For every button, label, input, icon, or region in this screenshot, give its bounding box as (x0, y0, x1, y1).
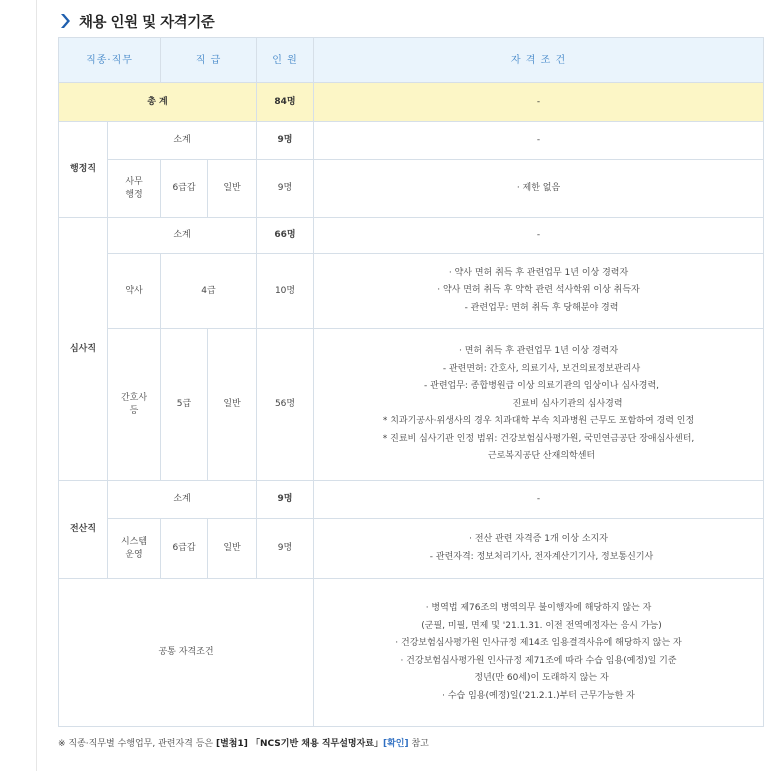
type-cell: 일반 (208, 329, 257, 481)
total-count: 84명 (257, 83, 314, 122)
req-cell: · 약사 면허 취득 후 관련업무 1년 이상 경력자 · 약사 면허 취득 후 약학 관련 석사학위 이상 취득자 - 관련업무: 면허 취득 후 당해분야 경력 (314, 254, 764, 329)
header-job: 직종·직무 (59, 38, 161, 83)
content-left-border (36, 0, 37, 771)
section-heading (58, 10, 214, 32)
subtotal-count: 9명 (257, 122, 314, 160)
table-row (59, 579, 764, 727)
grade-cell: 4급 (161, 254, 257, 329)
footnote: ※ 직종·직무별 수행업무, 관련자격 등은 [별첨1] 「NCS기반 채용 직무설명자료」[확인] 참고 (58, 739, 429, 749)
header-grade: 직 급 (161, 38, 257, 83)
group-admin: 행정직 (59, 122, 108, 218)
attachment-reference: [별첨1] 「NCS기반 채용 직무설명자료」 (215, 739, 383, 749)
table-row (59, 122, 764, 160)
table-row (59, 481, 764, 519)
section-title: 채용 인원 및 자격기준 (79, 14, 215, 31)
duty-cell: 약사 (108, 254, 161, 329)
count-cell: 9명 (257, 160, 314, 218)
subtotal-count: 66명 (257, 218, 314, 254)
table-row (59, 519, 764, 579)
chevron-right-icon (58, 13, 72, 29)
duty-cell: 간호사 등 (108, 329, 161, 481)
table-row (59, 218, 764, 254)
grade-cell: 6급갑 (161, 160, 208, 218)
duty-cell: 시스템 운영 (108, 519, 161, 579)
grade-cell: 6급갑 (161, 519, 208, 579)
total-req: - (314, 83, 764, 122)
total-row (59, 83, 764, 122)
table-header-row (59, 38, 764, 83)
group-review: 심사직 (59, 218, 108, 481)
table-row (59, 160, 764, 218)
grade-cell: 5급 (161, 329, 208, 481)
count-cell: 56명 (257, 329, 314, 481)
table-row (59, 254, 764, 329)
subtotal-count: 9명 (257, 481, 314, 519)
count-cell: 9명 (257, 519, 314, 579)
common-label: 공통 자격조건 (59, 579, 314, 727)
header-count: 인 원 (257, 38, 314, 83)
duty-cell: 사무 행정 (108, 160, 161, 218)
subtotal-label: 소계 (108, 481, 257, 519)
subtotal-req: - (314, 481, 764, 519)
subtotal-req: - (314, 218, 764, 254)
table-row (59, 329, 764, 481)
req-cell: · 병역법 제76조의 병역의무 불이행자에 해당하지 않는 자 (군필, 미필, 면제 및 '21.1.31. 이전 전역예정자는 응시 가능) · 건강보험심사평가원 인사규정 제14조 임용결격사유에 해당하지 않는 자 · 건강보험심사평가원 인사규정 제71조에 따라 수습 임용(예정)일 기준 정년(만 60세)이 도래하지 않는 자 · 수습 임용(예정)일('21.2.1.)부터 근무가능한 자 (314, 579, 764, 727)
subtotal-label: 소계 (108, 218, 257, 254)
header-requirements: 자 격 조 건 (314, 38, 764, 83)
subtotal-req: - (314, 122, 764, 160)
recruitment-table (58, 37, 764, 727)
req-cell: · 전산 관련 자격증 1개 이상 소지자 - 관련자격: 정보처리기사, 전자계산기기사, 정보통신기사 (314, 519, 764, 579)
req-cell: · 면허 취득 후 관련업무 1년 이상 경력자 - 관련면허: 간호사, 의료기사, 보건의료정보관리사 - 관련업무: 종합병원급 이상 의료기관의 임상이나 심사경력, 진료비 심사기관의 심사경력 * 치과기공사·위생사의 경우 치과대학 부속 치과병원 근무도 포함하여 경력 인정 * 진료비 심사기관 인정 범위: 건강보험심사평가원, 국민연금공단 장애심사센터, 근로복지공단 산재의학센터 (314, 329, 764, 481)
type-cell: 일반 (208, 519, 257, 579)
subtotal-label: 소계 (108, 122, 257, 160)
confirm-link[interactable]: [확인] (383, 739, 409, 749)
count-cell: 10명 (257, 254, 314, 329)
req-cell: · 제한 없음 (314, 160, 764, 218)
type-cell: 일반 (208, 160, 257, 218)
total-label: 총 계 (59, 83, 257, 122)
group-it: 전산직 (59, 481, 108, 579)
